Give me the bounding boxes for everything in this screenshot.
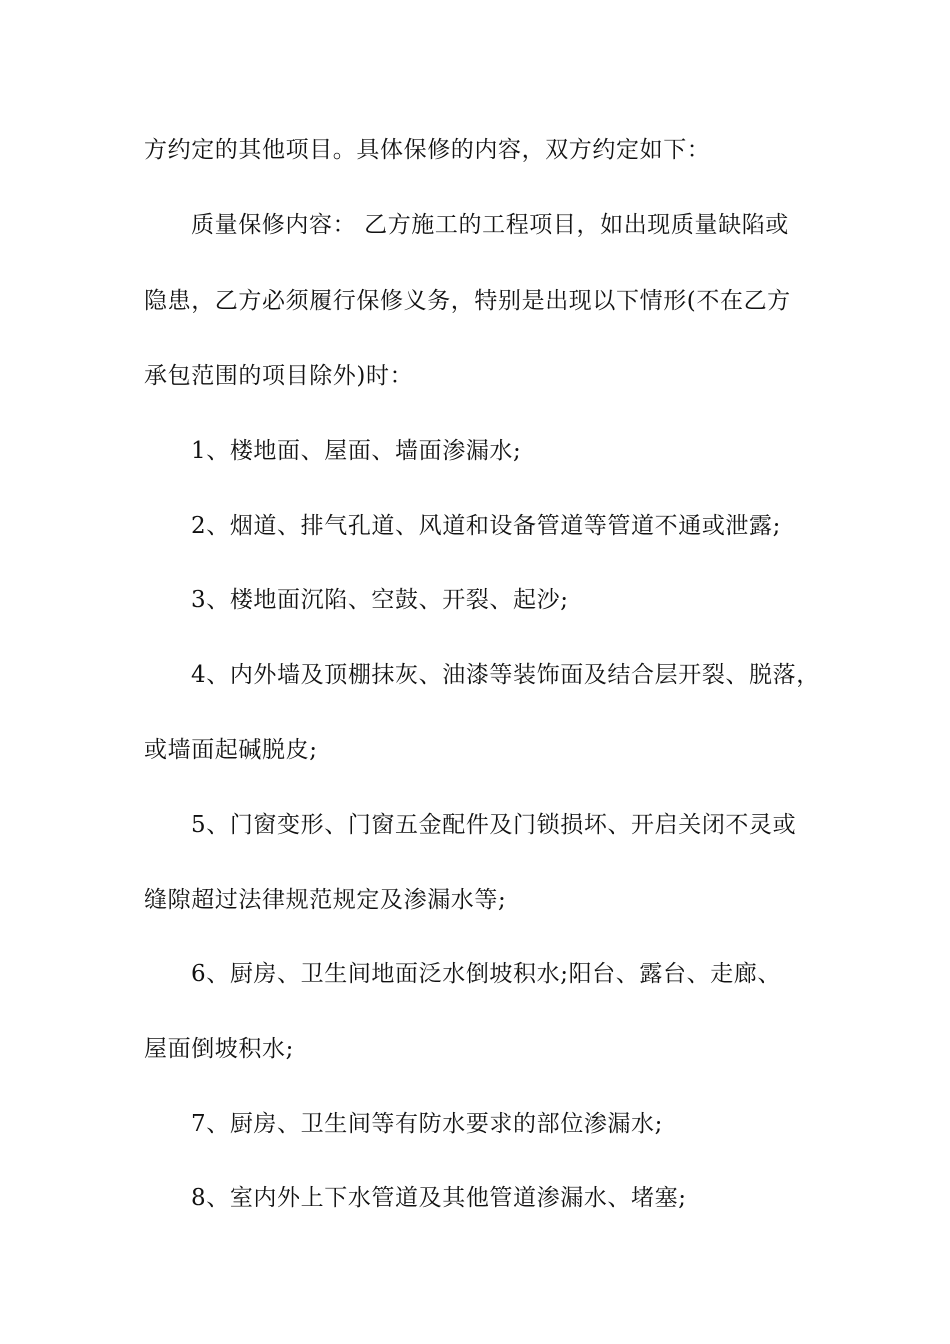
- text-line-10: 5、门窗变形、门窗五金配件及门锁损坏、开启关闭不灵或: [191, 812, 797, 838]
- text-line-7: 3、楼地面沉陷、空鼓、开裂、起沙;: [191, 587, 569, 613]
- text-line-1: 方约定的其他项目。具体保修的内容，双方约定如下：: [144, 137, 711, 163]
- text-line-14: 7、厨房、卫生间等有防水要求的部位渗漏水;: [191, 1111, 663, 1137]
- text-line-15: 8、室内外上下水管道及其他管道渗漏水、堵塞;: [191, 1185, 687, 1211]
- text-line-3: 隐患，乙方必须履行保修义务，特别是出现以下情形(不在乙方: [144, 288, 791, 314]
- text-line-13: 屋面倒坡积水;: [144, 1036, 294, 1062]
- text-line-4: 承包范围的项目除外)时：: [144, 363, 414, 389]
- text-line-9: 或墙面起碱脱皮;: [144, 737, 318, 763]
- text-line-2: 质量保修内容： 乙方施工的工程项目，如出现质量缺陷或: [191, 212, 789, 238]
- text-line-8: 4、内外墙及顶棚抹灰、油漆等装饰面及结合层开裂、脱落，: [191, 662, 820, 688]
- text-line-12: 6、厨房、卫生间地面泛水倒坡积水;阳台、露台、走廊、: [191, 961, 781, 987]
- text-line-6: 2、烟道、排气孔道、风道和设备管道等管道不通或泄露;: [191, 513, 781, 539]
- text-line-11: 缝隙超过法律规范规定及渗漏水等;: [144, 887, 507, 913]
- text-line-5: 1、楼地面、屋面、墙面渗漏水;: [191, 438, 522, 464]
